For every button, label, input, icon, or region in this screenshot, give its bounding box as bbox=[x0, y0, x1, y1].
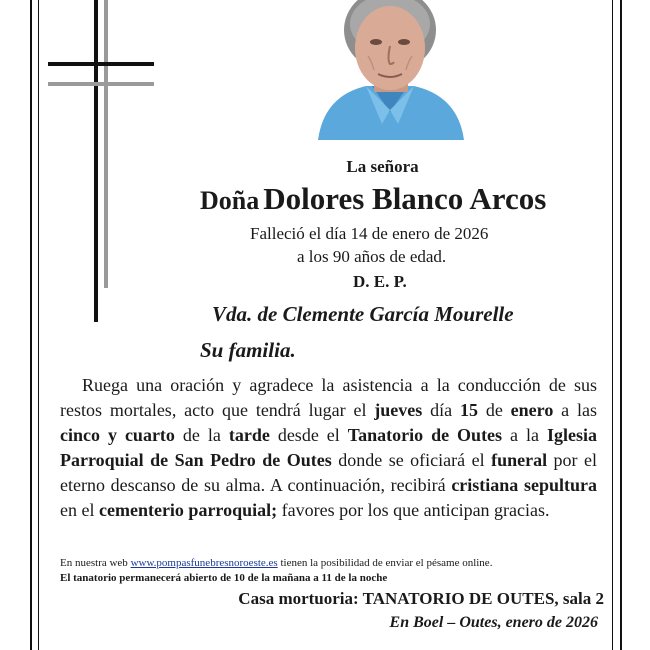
body-bold: Iglesia Parroquial de San Pedro de Outes bbox=[60, 425, 597, 470]
body-text: a las bbox=[553, 400, 597, 420]
intro-line: La señora bbox=[346, 157, 419, 176]
body-bold: enero bbox=[510, 400, 554, 420]
body-bold: funeral bbox=[491, 450, 548, 470]
body-bold: cementerio parroquial; bbox=[98, 500, 278, 520]
cross-horizontal-gray bbox=[48, 82, 154, 86]
portrait-photo bbox=[310, 0, 470, 140]
body-bold: 15 bbox=[459, 400, 478, 420]
body-text: de bbox=[477, 400, 511, 420]
body-bold: cristiana sepultura bbox=[451, 475, 597, 495]
website-link[interactable]: www.pompasfunebresnoroeste.es bbox=[130, 557, 278, 569]
body-text: de la bbox=[174, 425, 229, 445]
body-bold: cinco y cuarto bbox=[60, 425, 175, 445]
body-bold: jueves bbox=[374, 400, 423, 420]
web-prefix: En nuestra web bbox=[60, 557, 131, 569]
web-suffix: tienen la posibilidad de enviar el pésame online. bbox=[277, 557, 493, 569]
full-name: Dolores Blanco Arcos bbox=[263, 181, 547, 216]
funeral-home: Casa mortuoria: TANATORIO DE OUTES, sala 2 bbox=[238, 589, 604, 608]
frame-line-right-outer bbox=[620, 0, 622, 650]
body-text: día bbox=[422, 400, 460, 420]
widow-line: Vda. de Clemente García Mourelle bbox=[212, 302, 514, 326]
body-text: donde se oficiará el bbox=[331, 450, 492, 470]
frame-line-right-inner bbox=[612, 0, 613, 650]
death-date: Falleció el día 14 de enero de 2026 bbox=[250, 224, 489, 243]
rip-line: D. E. P. bbox=[353, 272, 407, 291]
web-note bbox=[60, 557, 492, 569]
body-text: Ruega una oración y agradece la asistencia a la conducción de sus restos mortales, acto que tendrá lugar el bbox=[60, 375, 597, 420]
age-line: a los 90 años de edad. bbox=[297, 247, 447, 266]
frame-line-left-outer bbox=[30, 0, 32, 650]
frame-line-left-inner bbox=[38, 0, 39, 650]
body-text: por el eterno descanso de su alma. A continuación, recibirá bbox=[60, 450, 598, 495]
body-bold: Tanatorio de Outes bbox=[347, 425, 503, 445]
honorific: Doña bbox=[200, 186, 260, 215]
body-text: desde el bbox=[269, 425, 348, 445]
cross-vertical-gray bbox=[104, 0, 108, 288]
announcement-paragraph bbox=[60, 373, 597, 523]
family-line: Su familia. bbox=[200, 338, 296, 362]
deceased-name bbox=[200, 181, 546, 217]
place-date: En Boel – Outes, enero de 2026 bbox=[389, 614, 598, 631]
body-text: favores por los que anticipan gracias. bbox=[277, 500, 550, 520]
body-text: en el bbox=[60, 500, 99, 520]
opening-hours: El tanatorio permanecerá abierto de 10 de la mañana a 11 de la noche bbox=[60, 572, 388, 584]
cross-horizontal-dark bbox=[48, 62, 154, 66]
body-bold: tarde bbox=[228, 425, 270, 445]
body-text: a la bbox=[502, 425, 547, 445]
